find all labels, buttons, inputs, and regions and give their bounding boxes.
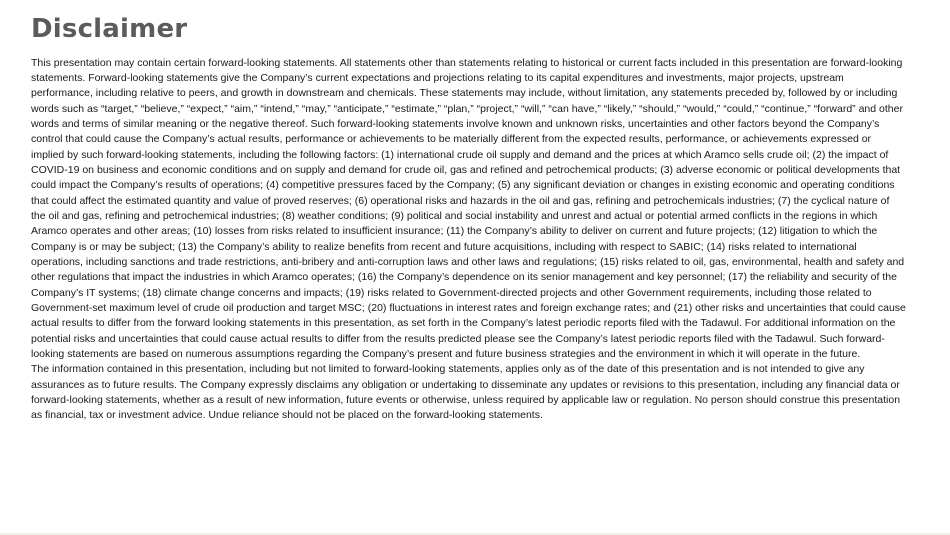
disclaimer-paragraph-forward-looking: This presentation may contain certain forward-looking statements. All statements other than statements relating to historical or current facts included in this presentation are forward-looking statements. Forward-looking statements give the Company’s current expectations and projections relating to its capital expenditures and investments, major projects, upstream performance, including relative to peers, and growth in downstream and chemicals. These statements may include, without limitation, any statements preceded by, followed by or including words such as “target,” “believe,” “expect,” “aim,” “intend,” “may,” “anticipate,” “estimate,” “plan,” “project,” “will,” “can have,” “likely,” “should,” “would,” “could,” “continue,” “forward” and other words and terms of similar meaning or the negative thereof. Such forward-looking statements involve known and unknown risks, uncertainties and other factors beyond the Company’s control that could cause the Company’s actual results, performance or achievements to be materially different from the expected results, performance, or achievements expressed or implied by such forward-looking statements, including the following factors: (1) international crude oil supply and demand and the prices at which Aramco sells crude oil; (2) the impact of COVID-19 on business and economic conditions and on supply and demand for crude oil, gas and refined and petrochemical products; (3) adverse economic or political developments that could impact the Company’s results of operations; (4) competitive pressures faced by the Company; (5) any significant deviation or changes in existing economic and operating conditions that could affect the estimated quantity and value of proved reserves; (6) operational risks and hazards in the oil and gas, refining and petrochemicals industries; (7) the cyclical nature of the oil and gas, refining and petrochemical industries; (8) weather conditions; (9) political and social instability and unrest and actual or potential armed conflicts in the regions in which Aramco operates and other areas; (10) losses from risks related to insufficient insurance; (11) the Company’s ability to deliver on current and future projects; (12) litigation to which the Company is or may be subject; (13) the Company’s ability to realize benefits from recent and future acquisitions, including with respect to SABIC; (14) risks related to international operations, including sanctions and trade restrictions, anti-bribery and anti-corruption laws and other laws and regulations; (15) risks related to oil, gas, environmental, health and safety and other regulations that impact the industries in which Aramco operates; (16) the Company’s dependence on its senior management and key personnel; (17) the reliability and security of the Company’s IT systems; (18) climate change concerns and impacts; (19) risks related to Government-directed projects and other Government requirements, including those related to Government-set maximum level of crude oil production and target MSC; (20) fluctuations in interest rates and foreign exchange rates; and (21) other risks and uncertainties that could cause actual results to differ from the forward looking statements in this presentation, as set forth in the Company’s latest periodic reports filed with the Tadawul. For additional information on the potential risks and uncertainties that could cause actual results to differ from the results predicted please see the Company’s latest periodic reports filed with the Tadawul. Such forward-looking statements are based on numerous assumptions regarding the Company’s present and future business strategies and the environment in which it will operate in the future. — [31, 56, 906, 361]
disclaimer-paragraph-information: The information contained in this presentation, including but not limited to forward-looking statements, applies only as of the date of this presentation and is not intended to give any assurances as to future results. The Company expressly disclaims any obligation or undertaking to disseminate any updates or revisions to this presentation, including any financial data or forward-looking statements, whether as a result of new information, future events or otherwise, unless required by applicable law or regulation. No person should construe this presentation as financial, tax or investment advice. Undue reliance should not be placed on the forward-looking statements. — [31, 363, 901, 422]
page-title: Disclaimer — [31, 14, 188, 44]
disclaimer-body — [31, 56, 906, 424]
